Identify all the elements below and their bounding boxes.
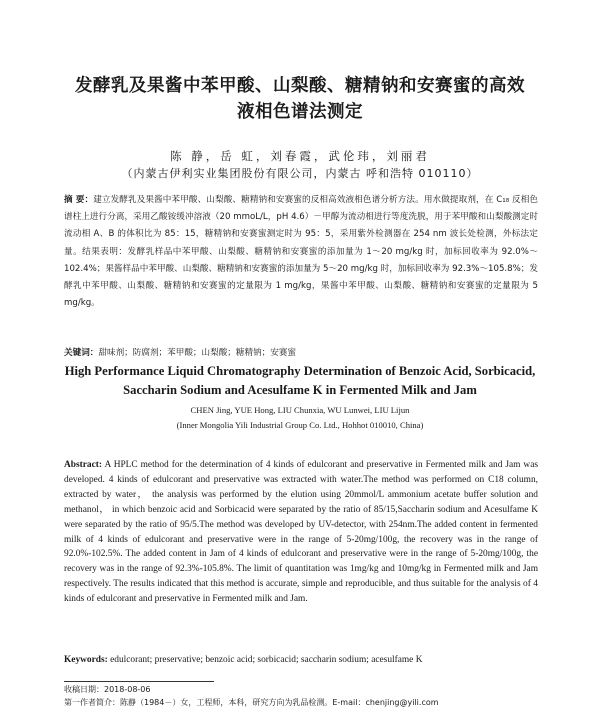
english-title-line-1: High Performance Liquid Chromatography Determination of Benzoic Acid, Sorbicacid, [64, 364, 536, 378]
chinese-title-line-2: 液相色谱法测定 [237, 102, 363, 122]
chinese-abstract [64, 192, 538, 312]
english-abstract-text: A HPLC method for the determination of 4 kinds of edulcorant and preservative in Fermented milk and Jam was developed. 4 kinds of edulcorant and preservative was extracted with water.The method was performed on C18 column, extracted by water， the analysis was performed by the elution using 20mmol/L ammonium acetate buffer solution and methanol， in which benzoic acid and Sorbicacid were separated by the ratio of 85/15,Saccharin sodium and Acesulfame K were separated by the ratio of 95/5.The method was developed by UV-detector, with 254nm.The added content in fermented milk of 4 kinds of edulcorant and preservative were in the range of 5-20mg/100g, the recovery was in the range of 92.0%-102.5%. The added content in Jam of 4 kinds of edulcorant and preservative were in the range of 5-20mg/100g, the recovery was in the range of 92.3%-105.8%. The limit of quantitation was 1mg/kg and 10mg/kg in Fermented milk and Jam respectively. The results indicated that this method is accurate, simple and reproducible, and thus suitable for the analysis of 4 kinds of edulcorant and preservative in Fermented milk and Jam. [64, 460, 538, 605]
english-keywords-label: Keywords: [64, 655, 108, 665]
english-keywords-text: edulcorant; preservative; benzoic acid; sorbicacid; saccharin sodium; acesulfame K [110, 655, 423, 665]
english-abstract-label: Abstract: [64, 460, 103, 470]
chinese-affiliation: （内蒙古伊利实业集团股份有限公司，内蒙古 呼和浩特 010110） [121, 167, 479, 180]
english-title [40, 362, 560, 400]
english-affiliation: (Inner Mongolia Yili Industrial Group Co. Ltd., Hohhot 010010, China) [176, 420, 424, 430]
english-keywords [64, 653, 538, 667]
chinese-keywords-text: 甜味剂；防腐剂；苯甲酸；山梨酸；糖精钠；安赛蜜 [98, 348, 297, 358]
chinese-abstract-label: 摘 要： [64, 195, 94, 205]
footnote-received-date: 收稿日期：2018-08-06 [64, 685, 151, 694]
english-authors: CHEN Jing, YUE Hong, LIU Chunxia, WU Lunwei, LIU Lijun [190, 405, 410, 415]
english-title-line-2: Saccharin Sodium and Acesulfame K in Fermented Milk and Jam [123, 383, 477, 397]
footnote-divider [64, 681, 214, 682]
chinese-keywords-label: 关键词： [64, 348, 99, 358]
chinese-authors: 陈 静，岳 虹，刘春霞，武伦玮，刘丽君 [170, 149, 430, 163]
chinese-title-line-1: 发酵乳及果酱中苯甲酸、山梨酸、糖精钠和安赛蜜的高效 [75, 76, 525, 96]
chinese-title [40, 73, 560, 125]
chinese-abstract-text: 建立发酵乳及果酱中苯甲酸、山梨酸、糖精钠和安赛蜜的反相高效液相色谱分析方法。用水做提取剂，在 C₁₈ 反相色谱柱上进行分离，采用乙酸铵缓冲溶液（20 mmoL/L，pH 4.6）－甲醇为流动相进行等度洗脱，用于苯甲酸和山梨酸测定时流动相 A、B 的体积比为 85：15，糖精钠和安赛蜜测定时为 95：5，采用紫外检测器在 254 nm 波长处检测，外标法定量。结果表明：发酵乳样品中苯甲酸、山梨酸、糖精钠和安赛蜜的添加量为 1～20 mg/kg 时，加标回收率为 92.0%～102.4%；果酱样品中苯甲酸、山梨酸、糖精钠和安赛蜜的添加量为 5～20 mg/kg 时，加标回收率为 92.3%～105.8%；发酵乳中苯甲酸、山梨酸、糖精钠和安赛蜜的定量限为 1 mg/kg，果酱中苯甲酸、山梨酸、糖精钠和安赛蜜的定量限为 5 mg/kg。 [64, 195, 538, 309]
english-abstract [64, 458, 538, 607]
footnote-author-info: 第一作者简介：陈静（1984－）女，工程师，本科，研究方向为乳品检测。E-mail：chenjing@yili.com [64, 698, 439, 707]
chinese-keywords [64, 346, 538, 360]
